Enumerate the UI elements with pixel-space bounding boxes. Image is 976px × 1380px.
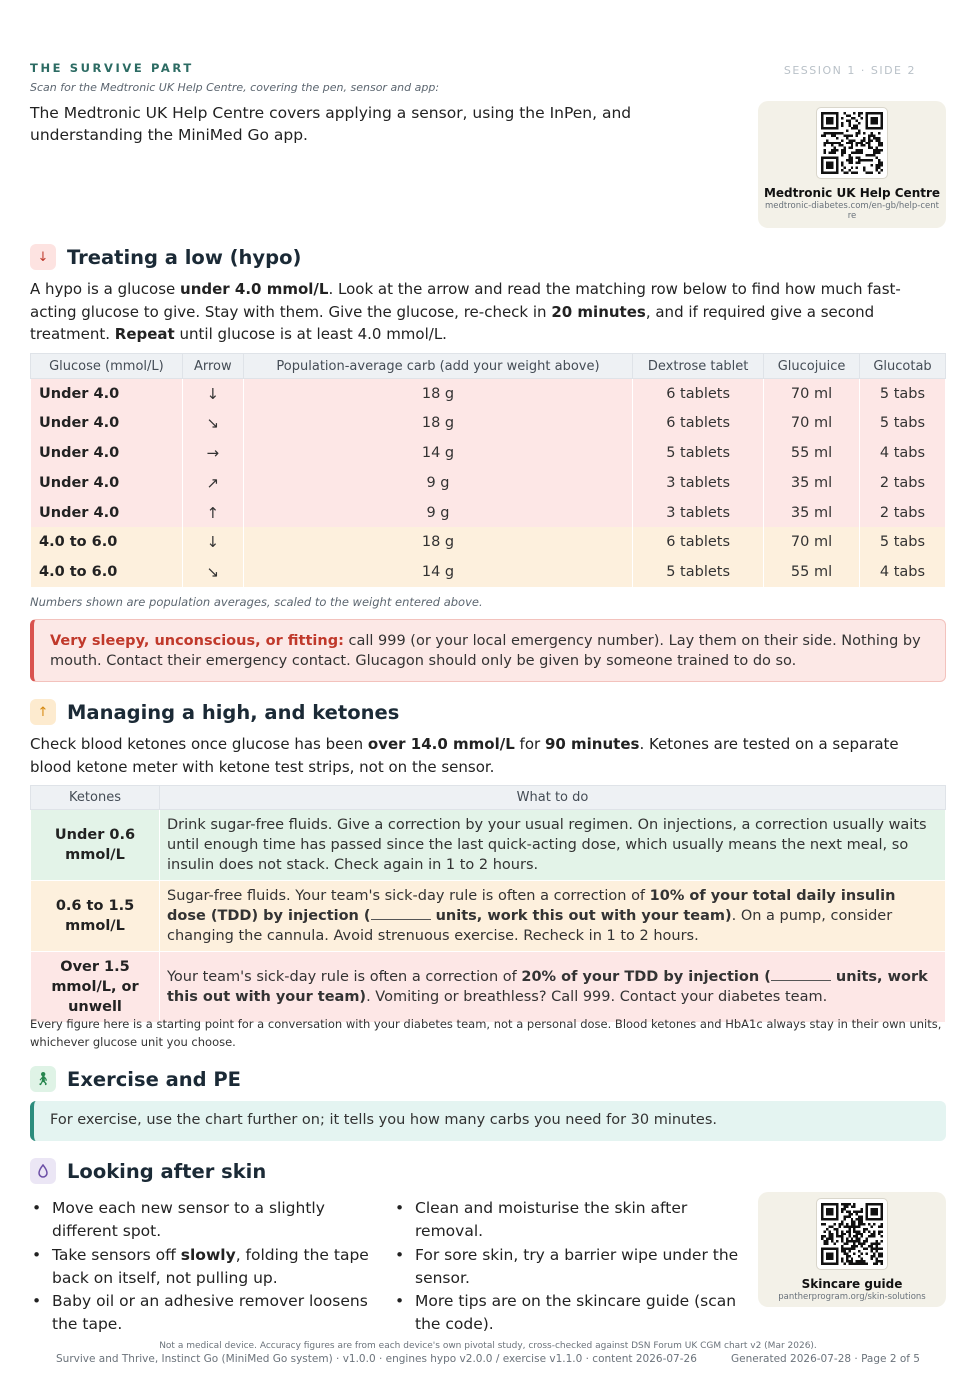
table-row: [31, 881, 946, 952]
table-cell: 18 g: [243, 408, 632, 438]
what-to-do-header: What to do: [160, 786, 946, 810]
list-item: • Clean and moisturise the skin after removal.: [393, 1197, 748, 1243]
exercise-callout: For exercise, use the chart further on; it tells you how many carbs you need for 30 minutes.: [30, 1101, 946, 1141]
hypo-intro: A hypo is a glucose under 4.0 mmol/L. Look at the arrow and read the matching row below to find how much fast-acting glucose to give. Stay with them. Give the glucose, re-check in 20 minutes, and if required give a second treatment. Repeat until glucose is at least 4.0 mmol/L.: [30, 280, 901, 343]
table-cell: 70 ml: [764, 408, 860, 438]
trend-arrow-cell: ↗: [182, 468, 243, 498]
table-cell: 18 g: [243, 527, 632, 557]
list-item: • Take sensors off slowly, folding the tape back on itself, not pulling up.: [30, 1244, 380, 1290]
skin-section-title: [30, 1158, 266, 1184]
table-cell: 6 tablets: [633, 379, 764, 409]
table-cell: 2 tabs: [860, 498, 946, 528]
qr-code-icon[interactable]: [816, 107, 888, 179]
table-cell: 35 ml: [764, 498, 860, 528]
table-cell: 9 g: [243, 498, 632, 528]
table-cell: 14 g: [243, 438, 632, 468]
column-header: Population-average carb (add your weight above): [243, 354, 632, 379]
column-header: Glucojuice: [764, 354, 860, 379]
table-cell: 35 ml: [764, 468, 860, 498]
droplet-icon: [30, 1158, 56, 1184]
table-cell: 9 g: [243, 468, 632, 498]
table-cell: 5 tabs: [860, 408, 946, 438]
table-cell: 4.0 to 6.0: [31, 527, 183, 557]
table-cell: Under 4.0: [31, 438, 183, 468]
table-cell: 4 tabs: [860, 557, 946, 587]
table-cell: Under 4.0: [31, 408, 183, 438]
ketones-header: Ketones: [31, 786, 160, 810]
high-heading: Managing a high, and ketones: [67, 700, 400, 724]
trend-arrow-cell: ↘: [182, 557, 243, 587]
session-label: SESSION 1 · SIDE 2: [783, 64, 916, 77]
table-cell: 2 tabs: [860, 468, 946, 498]
table-cell: 3 tablets: [633, 468, 764, 498]
table-cell: 70 ml: [764, 527, 860, 557]
table-cell: 55 ml: [764, 557, 860, 587]
ketone-action: Sugar-free fluids. Your team's sick-day rule is often a correction of 10% of your total daily insulin dose (TDD) by injection ( units, work this out with your team). On a pump, consider changing the cannula. Avoid strenuous exercise. Recheck in 1 to 2 hours.: [160, 881, 946, 952]
table-row: [31, 527, 946, 557]
trend-arrow-cell: ↑: [182, 498, 243, 528]
column-header: Glucose (mmol/L): [31, 354, 183, 379]
hypo-section-title: [30, 244, 301, 270]
hypo-treatment-table: [30, 353, 946, 587]
qr-title: Medtronic UK Help Centre: [763, 186, 941, 200]
table-cell: 55 ml: [764, 438, 860, 468]
table-cell: 5 tablets: [633, 557, 764, 587]
qr-code-icon[interactable]: [816, 1198, 888, 1270]
table-cell: 5 tablets: [633, 438, 764, 468]
trend-arrow-cell: →: [182, 438, 243, 468]
skin-tips-list: [30, 1197, 380, 1337]
exercise-heading: Exercise and PE: [67, 1067, 242, 1091]
column-header: Dextrose tablet: [633, 354, 764, 379]
table-cell: 5 tabs: [860, 379, 946, 409]
table-row: [31, 810, 946, 881]
table-cell: 18 g: [243, 379, 632, 409]
qr-card-help-centre[interactable]: [758, 101, 946, 228]
table-row: [31, 468, 946, 498]
table-row: [31, 952, 946, 1023]
table-cell: 14 g: [243, 557, 632, 587]
table-cell: 70 ml: [764, 379, 860, 409]
down-arrow-icon: ↓: [30, 244, 56, 270]
walking-person-icon: 🚶︎: [30, 1066, 56, 1092]
table-row: [31, 498, 946, 528]
list-item: • For sore skin, try a barrier wipe under the sensor.: [393, 1244, 748, 1290]
ketones-table: [30, 785, 946, 1023]
list-item: • Baby oil or an adhesive remover loosens the tape.: [30, 1290, 380, 1336]
table-row: [31, 557, 946, 587]
dose-disclaimer: Every figure here is a starting point for a conversation with your diabetes team, not a personal dose. Blood ketones and HbA1c always stay in their own units, whichever glucose unit you choose.: [30, 1017, 942, 1049]
qr-card-skincare[interactable]: [758, 1192, 946, 1307]
ketone-level: Under 0.6 mmol/L: [31, 810, 160, 881]
trend-arrow-cell: ↓: [182, 527, 243, 557]
table-cell: Under 4.0: [31, 379, 183, 409]
skin-heading: Looking after skin: [67, 1159, 267, 1183]
ketone-level: Over 1.5 mmol/L, or unwell: [31, 952, 160, 1023]
intro-text: The Medtronic UK Help Centre covers applying a sensor, using the InPen, and understanding the MiniMed Go app.: [30, 104, 632, 144]
up-arrow-icon: ↑: [30, 699, 56, 725]
table-row: [31, 379, 946, 409]
section-eyebrow: THE SURVIVE PART: [30, 61, 194, 75]
table-row: [31, 438, 946, 468]
ketone-action: Your team's sick-day rule is often a correction of 20% of your TDD by injection ( units, work this out with your team). Vomiting or breathless? Call 999. Contact your diabetes team.: [160, 952, 946, 1023]
column-header: Arrow: [182, 354, 243, 379]
hypo-table-note: Numbers shown are population averages, scaled to the weight entered above.: [30, 595, 483, 609]
high-intro: Check blood ketones once glucose has been over 14.0 mmol/L for 90 minutes. Ketones are tested on a separate blood ketone meter with ketone test strips, not on the sensor.: [30, 735, 899, 776]
table-row: [31, 408, 946, 438]
table-cell: Under 4.0: [31, 498, 183, 528]
table-cell: 5 tabs: [860, 527, 946, 557]
qr-title: Skincare guide: [801, 1277, 903, 1291]
dose-blank-field[interactable]: [771, 969, 831, 981]
table-cell: 4 tabs: [860, 438, 946, 468]
scan-note: Scan for the Medtronic UK Help Centre, covering the pen, sensor and app:: [30, 81, 440, 94]
list-item: • More tips are on the skincare guide (scan the code).: [393, 1290, 748, 1336]
trend-arrow-cell: ↓: [182, 379, 243, 409]
table-cell: 3 tablets: [633, 498, 764, 528]
column-header: Glucotab: [860, 354, 946, 379]
qr-url[interactable]: medtronic-diabetes.com/en-gb/help-centre: [765, 201, 939, 221]
table-cell: 6 tablets: [633, 408, 764, 438]
footer-disclaimer: Not a medical device. Accuracy figures are from each device's own pivotal study, cross-checked against DSN Forum UK CGM chart v2 (Mar 2026).: [159, 1341, 817, 1351]
high-section-title: [30, 699, 399, 725]
footer-page: Generated 2026-07-28 · Page 2 of 5: [731, 1353, 920, 1365]
hypo-heading: Treating a low (hypo): [67, 245, 302, 269]
ketone-level: 0.6 to 1.5 mmol/L: [31, 881, 160, 952]
dose-blank-field[interactable]: [371, 908, 431, 920]
skin-tips-list: [393, 1197, 748, 1337]
qr-url[interactable]: pantherprogram.org/skin-solutions: [778, 1292, 926, 1302]
table-cell: 4.0 to 6.0: [31, 557, 183, 587]
table-cell: Under 4.0: [31, 468, 183, 498]
trend-arrow-cell: ↘: [182, 408, 243, 438]
list-item: • Move each new sensor to a slightly different spot.: [30, 1197, 380, 1243]
emergency-alert: Very sleepy, unconscious, or fitting: call 999 (or your local emergency number). Lay them on their side. Nothing by mouth. Contact their emergency contact. Glucagon should only be given by someone trained to do so.: [30, 619, 946, 682]
exercise-section-title: [30, 1066, 241, 1092]
table-cell: 6 tablets: [633, 527, 764, 557]
ketone-action: Drink sugar-free fluids. Give a correction by your usual regimen. On injections, a correction usually waits until enough time has passed since the last quick-acting dose, which usually means the next meal, so insulin does not stack. Check again in 1 to 2 hours.: [160, 810, 946, 881]
footer-version: Survive and Thrive, Instinct Go (MiniMed Go system) · v1.0.0 · engines hypo v2.0.0 / exercise v1.1.0 · content 2026-07-26: [56, 1353, 697, 1365]
